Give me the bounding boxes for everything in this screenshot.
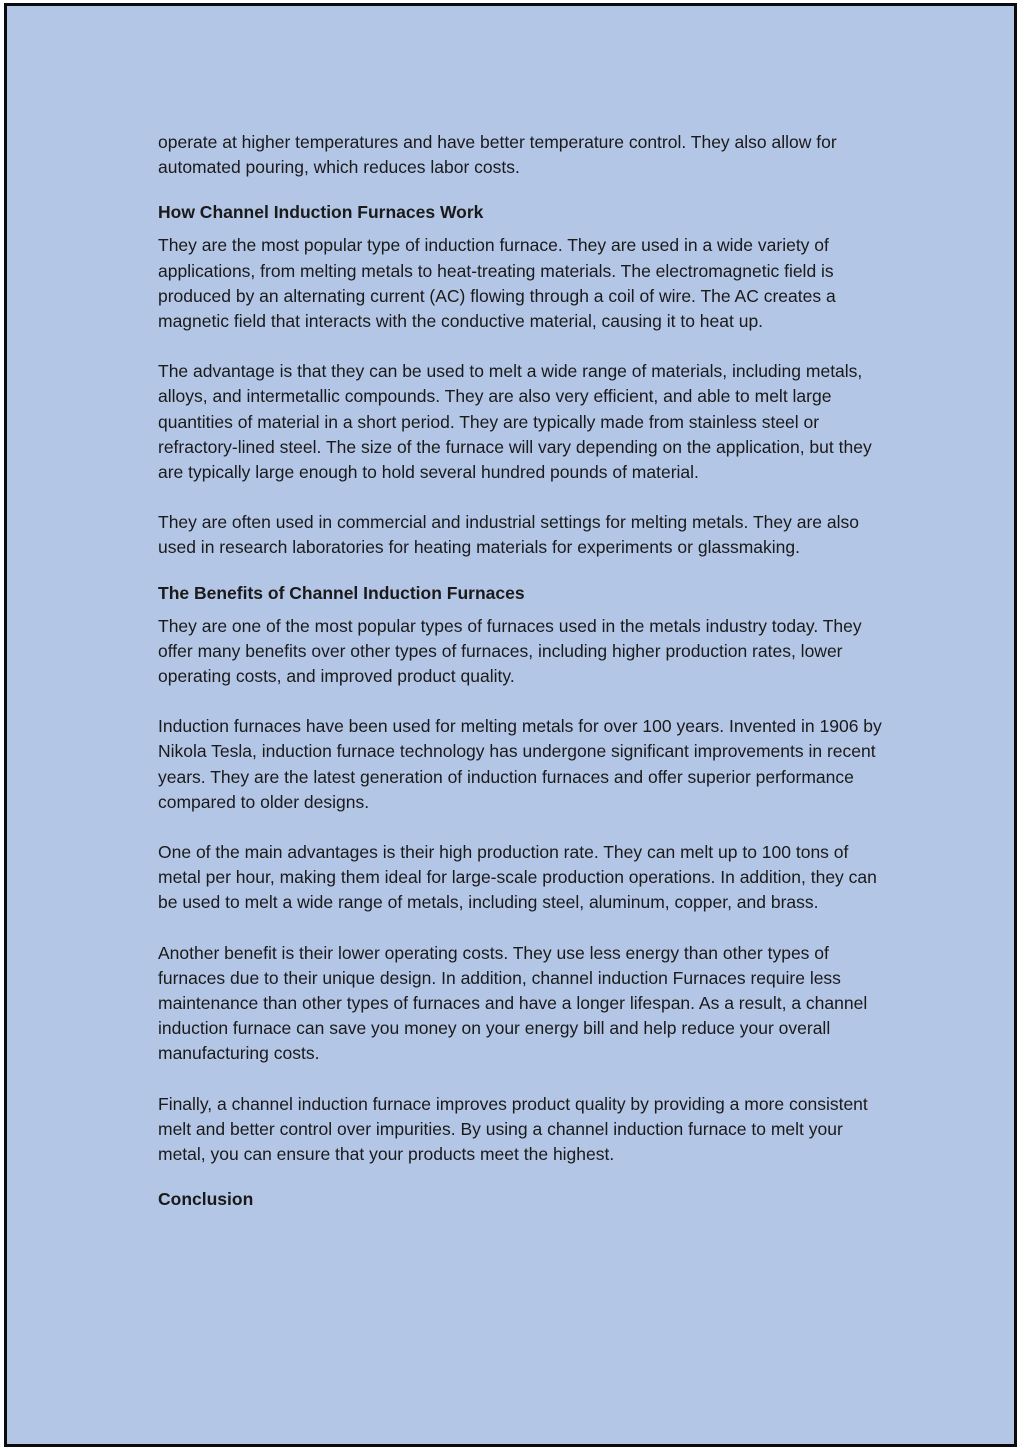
section-heading-how-it-works: How Channel Induction Furnaces Work	[158, 202, 484, 223]
paragraph: Finally, a channel induction furnace improves product quality by providing a more consistent melt and better control over impurities. By using a channel induction furnace to melt your metal, you can ensure that your products meet the highest.	[158, 1093, 868, 1165]
paragraph: The advantage is that they can be used to melt a wide range of materials, including metals, alloys, and intermetallic compounds. They are also very efficient, and able to melt large quantities of material in a short period. They are typically made from stainless steel or refractory-lined steel. The size of the furnace will vary depending on the application, but they are typically large enough to hold several hundred pounds of material.	[158, 361, 872, 483]
paragraph: They are one of the most popular types of furnaces used in the metals industry today. They offer many benefits over other types of furnaces, including higher production rates, lower operating costs, and improved product quality.	[158, 615, 862, 687]
paragraph: One of the main advantages is their high production rate. They can melt up to 100 tons of metal per hour, making them ideal for large-scale production operations. In addition, they can be used to melt a wide range of metals, including steel, aluminum, copper, and brass.	[158, 842, 877, 913]
section-heading-benefits: The Benefits of Channel Induction Furnaces	[158, 582, 525, 603]
document-page	[4, 3, 1017, 1447]
paragraph: They are often used in commercial and industrial settings for melting metals. They are also used in research laboratories for heating materials for experiments or glassmaking.	[158, 512, 859, 558]
document-body	[158, 130, 888, 1220]
intro-paragraph: operate at higher temperatures and have better temperature control. They also allow for automated pouring, which reduces labor costs.	[158, 132, 837, 178]
paragraph: Another benefit is their lower operating costs. They use less energy than other types of furnaces due to their unique design. In addition, channel induction Furnaces require less maintenance than other types of furnaces and have a longer lifespan. As a result, a channel induction furnace can save you money on your energy bill and help reduce your overall manufacturing costs.	[158, 942, 868, 1064]
paragraph: Induction furnaces have been used for melting metals for over 100 years. Invented in 1906 by Nikola Tesla, induction furnace technology has undergone significant improvements in recent years. They are the latest generation of induction furnaces and offer superior performance compared to older designs.	[158, 716, 882, 812]
section-heading-conclusion: Conclusion	[158, 1189, 254, 1210]
paragraph: They are the most popular type of induction furnace. They are used in a wide variety of applications, from melting metals to heat-treating materials. The electromagnetic field is produced by an alternating current (AC) flowing through a coil of wire. The AC creates a magnetic field that interacts with the conductive material, causing it to heat up.	[158, 235, 836, 332]
